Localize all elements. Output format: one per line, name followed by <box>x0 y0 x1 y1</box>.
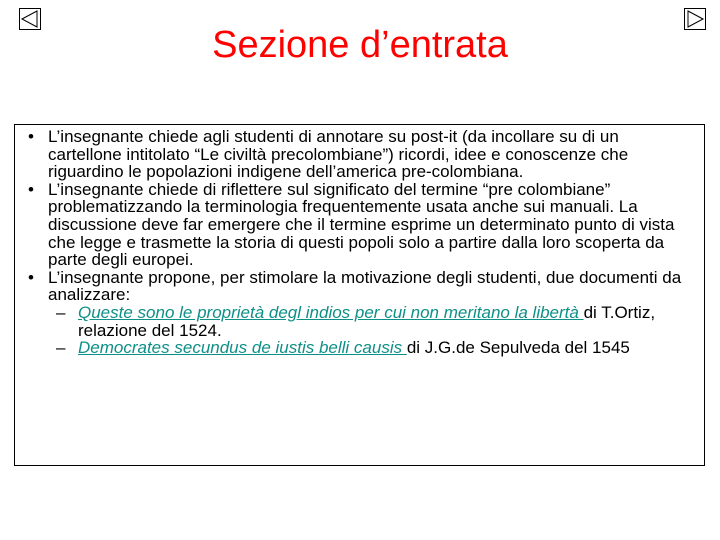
slide-title: Sezione d’entrata <box>212 24 508 66</box>
dash-marker: – <box>56 338 66 358</box>
document-source: di T.Ortiz, relazione del 1524. <box>78 302 656 340</box>
document-link-ortiz[interactable]: Queste sono le proprietà degl indios per cui non meritano la libertà <box>78 302 584 322</box>
bullet-text: L’insegnante chiede di riflettere sul significato del termine “pre colombiane” problematizzando la terminologia frequentemente usata anche sui manuali. La discussione deve far emergere che il termine esprime un determinato punto di vista che legge e trasmette la storia di questi popoli solo a partire dalla loro scoperta da parte degli europei. <box>48 179 675 270</box>
document-item <box>28 339 688 357</box>
dash-marker: – <box>56 302 66 322</box>
bullet-item <box>28 269 688 304</box>
document-source: di J.G.de Sepulveda del 1545 <box>406 338 630 358</box>
document-item <box>28 304 688 339</box>
bullet-text: L’insegnante chiede agli studenti di annotare su post-it (da incollare su di un cartellone intitolato “Le civiltà precolombiane”) ricordi, idee e conoscenze che riguardino le popolazioni indigene dell’america pre-colombiana. <box>48 127 629 182</box>
bullet-item <box>28 181 688 269</box>
slide-body <box>28 128 688 357</box>
bullet-text: L’insegnante propone, per stimolare la motivazione degli studenti, due documenti da analizzare: <box>48 267 682 305</box>
bullet-marker: • <box>28 267 34 287</box>
bullet-marker: • <box>28 179 34 199</box>
document-link-sepulveda[interactable]: Democrates secundus de iustis belli causis <box>78 338 407 358</box>
bullet-item <box>28 128 688 181</box>
bullet-marker: • <box>28 127 34 146</box>
